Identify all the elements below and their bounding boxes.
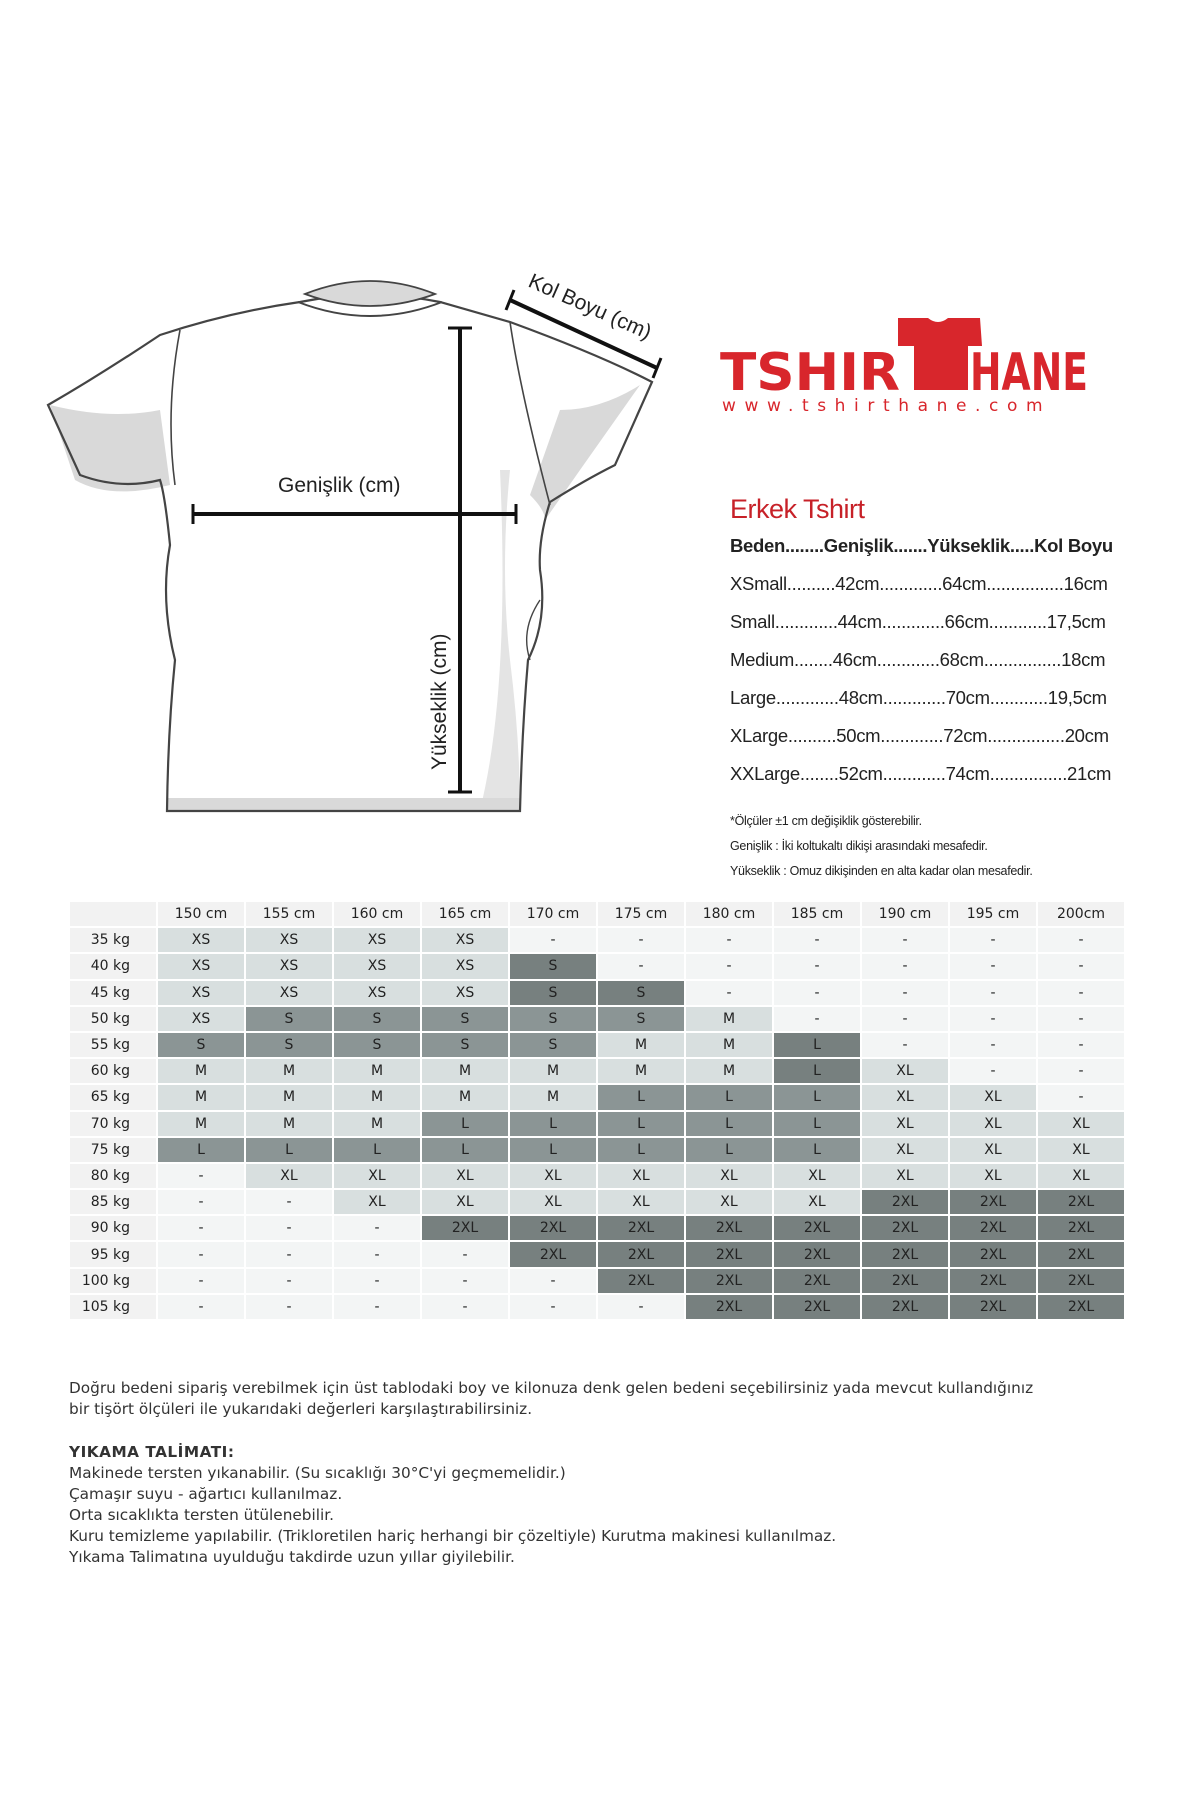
size-cell: - [246, 1190, 332, 1214]
size-cell: XS [422, 928, 508, 952]
size-cell: XL [1038, 1112, 1124, 1136]
note-width: Genişlik : İki koltukaltı dikişi arasındaki mesafedir. [730, 839, 988, 853]
size-cell: 2XL [950, 1269, 1036, 1293]
sleeve-label: Kol Boyu (cm) [524, 269, 655, 345]
size-cell: XS [158, 1007, 244, 1031]
size-cell: XL [950, 1085, 1036, 1109]
brand-url[interactable]: www.tshirthane.com [722, 396, 1052, 416]
size-cell: XS [334, 954, 420, 978]
size-cell: XS [334, 928, 420, 952]
size-cell: - [950, 1007, 1036, 1031]
size-cell: XL [510, 1190, 596, 1214]
note-height: Yükseklik : Omuz dikişinden en alta kadar olan mesafedir. [730, 864, 1033, 878]
width-label: Genişlik (cm) [278, 474, 401, 497]
size-cell: 2XL [774, 1269, 860, 1293]
size-cell: 2XL [598, 1216, 684, 1240]
size-cell: XL [862, 1085, 948, 1109]
size-cell: 2XL [686, 1269, 772, 1293]
size-cell: - [862, 928, 948, 952]
size-cell: XL [686, 1190, 772, 1214]
size-cell: - [598, 928, 684, 952]
weight-label: 80 kg [70, 1164, 156, 1188]
size-cell: M [422, 1085, 508, 1109]
size-cell: L [686, 1085, 772, 1109]
size-cell: M [246, 1112, 332, 1136]
height-label: Yükseklik (cm) [428, 633, 451, 770]
size-cell: XL [598, 1164, 684, 1188]
weight-row [70, 981, 1124, 1005]
height-header-4: 170 cm [510, 902, 596, 926]
size-cell: L [774, 1059, 860, 1083]
body-side-shade [480, 470, 520, 810]
size-cell: S [158, 1033, 244, 1057]
size-cell: M [686, 1033, 772, 1057]
size-cell: - [950, 1059, 1036, 1083]
size-row-xxlarge: XXLarge........52cm.............74cm................21cm [730, 763, 1112, 784]
size-cell: - [158, 1190, 244, 1214]
left-sleeve-seam [171, 330, 180, 485]
size-cell: 2XL [862, 1216, 948, 1240]
size-cell: XL [950, 1112, 1036, 1136]
size-cell: XL [334, 1190, 420, 1214]
size-cell: - [510, 928, 596, 952]
size-row-large: Large.............48cm.............70cm............19,5cm [730, 687, 1107, 708]
size-cell: - [1038, 1085, 1124, 1109]
size-cell: 2XL [862, 1269, 948, 1293]
wash-line-2: Çamaşır suyu - ağartıcı kullanılmaz. [69, 1485, 343, 1503]
weight-label: 85 kg [70, 1190, 156, 1214]
size-cell: XL [598, 1190, 684, 1214]
size-cell: - [950, 1033, 1036, 1057]
chart-corner [70, 902, 156, 926]
size-cell: XS [422, 954, 508, 978]
size-cell: L [598, 1138, 684, 1162]
height-header-6: 180 cm [686, 902, 772, 926]
size-row-medium: Medium........46cm.............68cm................18cm [730, 649, 1106, 670]
size-measurements-panel [730, 494, 1150, 884]
size-cell: XS [158, 928, 244, 952]
size-cell: - [862, 954, 948, 978]
size-cell: M [510, 1085, 596, 1109]
size-cell: - [334, 1242, 420, 1266]
size-cell: XS [246, 928, 332, 952]
weight-label: 105 kg [70, 1295, 156, 1319]
size-cell: S [598, 1007, 684, 1031]
size-cell: - [246, 1269, 332, 1293]
weight-row [70, 1059, 1124, 1083]
note-tolerance: *Ölçüler ±1 cm değişiklik gösterebilir. [730, 814, 922, 828]
weight-row [70, 1295, 1124, 1319]
size-cell: - [334, 1295, 420, 1319]
size-cell: 2XL [1038, 1190, 1124, 1214]
weight-row [70, 1269, 1124, 1293]
weight-label: 35 kg [70, 928, 156, 952]
size-cell: L [158, 1138, 244, 1162]
size-cell: L [774, 1138, 860, 1162]
size-cell: 2XL [950, 1242, 1036, 1266]
chart-header-row [70, 902, 1124, 926]
size-cell: 2XL [862, 1242, 948, 1266]
size-cell: S [246, 1033, 332, 1057]
size-cell: XL [774, 1190, 860, 1214]
height-header-0: 150 cm [158, 902, 244, 926]
size-cell: XS [158, 954, 244, 978]
size-cell: S [510, 981, 596, 1005]
size-cell: - [774, 981, 860, 1005]
size-cell: - [862, 1033, 948, 1057]
size-cell: - [246, 1216, 332, 1240]
size-cell: - [950, 981, 1036, 1005]
size-cell: S [246, 1007, 332, 1031]
weight-label: 60 kg [70, 1059, 156, 1083]
size-cell: S [510, 1033, 596, 1057]
size-row-xsmall: XSmall..........42cm.............64cm................16cm [730, 573, 1108, 594]
size-cell: - [246, 1295, 332, 1319]
size-cell: L [686, 1138, 772, 1162]
size-cell: XL [422, 1164, 508, 1188]
size-cell: M [158, 1085, 244, 1109]
size-cell: 2XL [950, 1216, 1036, 1240]
size-cell: S [510, 954, 596, 978]
size-cell: XL [422, 1190, 508, 1214]
size-cell: M [598, 1059, 684, 1083]
size-cell: XL [950, 1164, 1036, 1188]
size-cell: S [422, 1007, 508, 1031]
footer-info [69, 1378, 1129, 1568]
size-cell: - [510, 1269, 596, 1293]
weight-row [70, 1164, 1124, 1188]
size-cell: L [422, 1138, 508, 1162]
size-cell: - [950, 954, 1036, 978]
size-cell: S [598, 981, 684, 1005]
size-cell: L [334, 1138, 420, 1162]
size-cell: - [774, 1007, 860, 1031]
size-cell: - [158, 1269, 244, 1293]
size-cell: - [774, 954, 860, 978]
shirt-outline [48, 295, 652, 811]
size-cell: 2XL [686, 1216, 772, 1240]
right-sleeve-shade [530, 385, 640, 520]
height-header-7: 185 cm [774, 902, 860, 926]
size-row-xlarge: XLarge..........50cm.............72cm................20cm [730, 725, 1109, 746]
size-cell: 2XL [1038, 1295, 1124, 1319]
weight-label: 40 kg [70, 954, 156, 978]
panel-title: Erkek Tshirt [730, 494, 865, 524]
size-cell: M [686, 1059, 772, 1083]
size-cell: - [598, 1295, 684, 1319]
size-cell: 2XL [862, 1190, 948, 1214]
wash-line-4: Kuru temizleme yapılabilir. (Trikloretilen hariç herhangi bir çözeltiyle) Kurutma makinesi kullanılmaz. [69, 1527, 837, 1545]
size-cell: M [334, 1085, 420, 1109]
size-cell: 2XL [686, 1295, 772, 1319]
size-cell: 2XL [598, 1242, 684, 1266]
size-cell: 2XL [510, 1216, 596, 1240]
collar-inner [305, 281, 435, 306]
height-header-10: 200cm [1038, 902, 1124, 926]
weight-label: 65 kg [70, 1085, 156, 1109]
size-cell: M [246, 1059, 332, 1083]
weight-row [70, 1190, 1124, 1214]
size-cell: 2XL [422, 1216, 508, 1240]
panel-header: Beden........Genişlik.......Yükseklik.....Kol Boyu [730, 535, 1113, 556]
height-header-1: 155 cm [246, 902, 332, 926]
size-cell: 2XL [1038, 1242, 1124, 1266]
panel-notes [730, 809, 1150, 884]
weight-row [70, 1112, 1124, 1136]
size-cell: - [774, 928, 860, 952]
size-cell: - [1038, 981, 1124, 1005]
size-cell: 2XL [774, 1242, 860, 1266]
size-cell: - [510, 1295, 596, 1319]
size-cell: 2XL [774, 1295, 860, 1319]
weight-row [70, 1138, 1124, 1162]
size-cell: XL [774, 1164, 860, 1188]
size-cell: M [246, 1085, 332, 1109]
size-cell: - [1038, 928, 1124, 952]
brand-name-right: HANE [970, 343, 1088, 403]
size-cell: - [1038, 1007, 1124, 1031]
weight-label: 75 kg [70, 1138, 156, 1162]
brand-name-left: TSHIR [720, 343, 900, 403]
tshirt-diagram [40, 270, 680, 830]
size-cell: - [158, 1242, 244, 1266]
size-cell: L [774, 1112, 860, 1136]
weight-row [70, 1085, 1124, 1109]
size-cell: - [686, 928, 772, 952]
wash-line-5: Yıkama Talimatına uyulduğu takdirde uzun yıllar giyilebilir. [69, 1548, 515, 1566]
intro-line-2: bir tişört ölçüleri ile yukarıdaki değerleri karşılaştırabilirsiniz. [69, 1400, 533, 1418]
size-cell: 2XL [1038, 1216, 1124, 1240]
height-header-5: 175 cm [598, 902, 684, 926]
weight-row [70, 1216, 1124, 1240]
size-cell: - [598, 954, 684, 978]
size-cell: L [686, 1112, 772, 1136]
size-cell: M [158, 1112, 244, 1136]
weight-label: 70 kg [70, 1112, 156, 1136]
wash-title: YIKAMA TALİMATI: [69, 1443, 235, 1461]
size-cell: XL [334, 1164, 420, 1188]
size-cell: L [510, 1138, 596, 1162]
height-header-9: 195 cm [950, 902, 1036, 926]
size-cell: L [510, 1112, 596, 1136]
weight-row [70, 1007, 1124, 1031]
size-cell: L [774, 1085, 860, 1109]
chart-body [70, 928, 1124, 1319]
size-cell: XS [158, 981, 244, 1005]
weight-row [70, 954, 1124, 978]
size-cell: XL [862, 1138, 948, 1162]
size-cell: 2XL [686, 1242, 772, 1266]
size-cell: L [774, 1033, 860, 1057]
size-cell: M [598, 1033, 684, 1057]
weight-label: 45 kg [70, 981, 156, 1005]
size-cell: S [334, 1007, 420, 1031]
size-cell: - [1038, 1033, 1124, 1057]
size-cell: XL [862, 1059, 948, 1083]
weight-label: 90 kg [70, 1216, 156, 1240]
weight-row [70, 1033, 1124, 1057]
intro-line-1: Doğru bedeni sipariş verebilmek için üst tablodaki boy ve kilonuza denk gelen bedeni seçebilirsiniz yada mevcut kullandığınız [69, 1379, 1034, 1397]
weight-label: 55 kg [70, 1033, 156, 1057]
size-cell: XS [246, 981, 332, 1005]
size-cell: - [686, 981, 772, 1005]
wash-line-3: Orta sıcaklıkta tersten ütülenebilir. [69, 1506, 335, 1524]
size-cell: XL [862, 1112, 948, 1136]
height-header-2: 160 cm [334, 902, 420, 926]
size-cell: - [686, 954, 772, 978]
size-cell: 2XL [950, 1295, 1036, 1319]
size-cell: 2XL [1038, 1269, 1124, 1293]
size-cell: XL [950, 1138, 1036, 1162]
size-cell: XL [1038, 1138, 1124, 1162]
size-cell: - [950, 928, 1036, 952]
size-cell: M [686, 1007, 772, 1031]
size-cell: XS [422, 981, 508, 1005]
size-row-small: Small.............44cm.............66cm............17,5cm [730, 611, 1106, 632]
size-cell: - [1038, 954, 1124, 978]
size-cell: 2XL [774, 1216, 860, 1240]
size-cell: M [510, 1059, 596, 1083]
size-cell: - [422, 1295, 508, 1319]
size-cell: - [862, 981, 948, 1005]
size-cell: L [422, 1112, 508, 1136]
wash-line-1: Makinede tersten yıkanabilir. (Su sıcaklığı 30°C'yi geçmemelidir.) [69, 1464, 566, 1482]
size-cell: - [862, 1007, 948, 1031]
size-cell: S [422, 1033, 508, 1057]
height-weight-size-chart [68, 900, 1126, 1321]
size-cell: - [334, 1216, 420, 1240]
size-cell: XL [246, 1164, 332, 1188]
size-cell: - [158, 1164, 244, 1188]
weight-label: 95 kg [70, 1242, 156, 1266]
size-cell: M [334, 1112, 420, 1136]
size-cell: 2XL [950, 1190, 1036, 1214]
size-cell: - [422, 1242, 508, 1266]
size-cell: XL [686, 1164, 772, 1188]
weight-label: 50 kg [70, 1007, 156, 1031]
size-cell: - [158, 1216, 244, 1240]
size-cell: L [598, 1112, 684, 1136]
size-cell: 2XL [598, 1269, 684, 1293]
height-header-8: 190 cm [862, 902, 948, 926]
size-cell: XL [1038, 1164, 1124, 1188]
brand-wordmark [720, 318, 1090, 403]
size-cell: L [246, 1138, 332, 1162]
size-cell: - [158, 1295, 244, 1319]
size-cell: M [334, 1059, 420, 1083]
size-cell: 2XL [510, 1242, 596, 1266]
size-cell: XL [862, 1164, 948, 1188]
size-cell: S [510, 1007, 596, 1031]
height-header-3: 165 cm [422, 902, 508, 926]
size-cell: - [1038, 1059, 1124, 1083]
weight-row [70, 1242, 1124, 1266]
size-cell: - [246, 1242, 332, 1266]
size-cell: XS [246, 954, 332, 978]
size-cell: - [334, 1269, 420, 1293]
size-cell: M [158, 1059, 244, 1083]
size-cell: XL [510, 1164, 596, 1188]
size-cell: M [422, 1059, 508, 1083]
size-cell: L [598, 1085, 684, 1109]
brand-logo [720, 318, 1090, 416]
size-cell: - [422, 1269, 508, 1293]
weight-label: 100 kg [70, 1269, 156, 1293]
size-cell: XS [334, 981, 420, 1005]
size-cell: 2XL [862, 1295, 948, 1319]
size-cell: S [334, 1033, 420, 1057]
weight-row [70, 928, 1124, 952]
